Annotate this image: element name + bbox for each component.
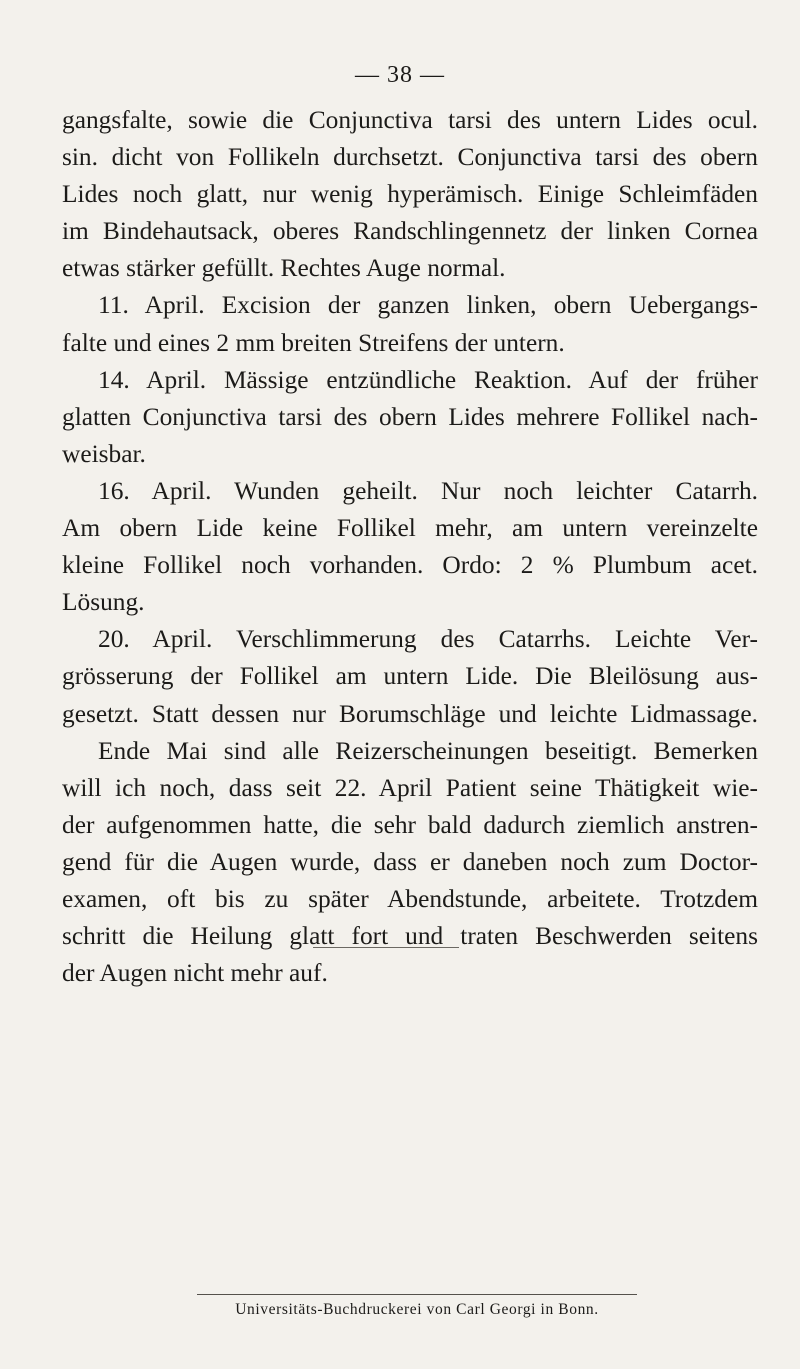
text-line: gangsfalte, sowie die Conjunctiva tarsi des untern Lides ocul. [62,106,758,134]
text-line: falte und eines 2 mm breiten Streifens der untern. [62,328,565,357]
text-line: 14. April. Mässige entzündliche Reaktion. Auf der früher [98,365,758,394]
text-line: glatten Conjunctiva tarsi des obern Lides mehrere Follikel nach- [62,402,758,431]
text-line: examen, oft bis zu später Abendstunde, arbeitete. Trotzdem [62,884,758,913]
text-line: schritt die Heilung glatt fort und traten Beschwerden seitens [62,922,758,951]
end-rule [313,947,459,948]
text-line: Ende Mai sind alle Reizerscheinungen beseitigt. Bemerken [98,736,758,765]
text-line: gesetzt. Statt dessen nur Borumschläge und leichte Lidmassage. [62,699,758,728]
text-line: gend für die Augen wurde, dass er daneben noch zum Doctor- [62,847,758,876]
text-line: Am obern Lide keine Follikel mehr, am untern vereinzelte [62,514,758,543]
footer-rule [197,1294,637,1295]
text-line: grösserung der Follikel am untern Lide. Die Bleilösung aus- [62,662,758,691]
text-line: 16. April. Wunden geheilt. Nur noch leichter Catarrh. [98,476,758,505]
text-line: sin. dicht von Follikeln durchsetzt. Conjunctiva tarsi des obern [62,143,758,172]
text-line: der aufgenommen hatte, die sehr bald dadurch ziemlich anstren- [62,810,758,839]
text-line: 11. April. Excision der ganzen linken, obern Uebergangs- [98,291,758,320]
text-line: etwas stärker gefüllt. Rechtes Auge normal. [62,254,506,283]
text-line: der Augen nicht mehr auf. [62,959,328,988]
text-line: 20. April. Verschlimmerung des Catarrhs. Leichte Ver- [98,625,758,654]
text-line: Lides noch glatt, nur wenig hyperämisch. Einige Schleimfäden [62,180,758,209]
text-line: will ich noch, dass seit 22. April Patient seine Thätigkeit wie- [62,773,758,802]
text-line: im Bindehautsack, oberes Randschlingennetz der linken Cornea [62,217,758,246]
text-line: kleine Follikel noch vorhanden. Ordo: 2 % Plumbum acet. [62,551,758,580]
body-text [62,102,758,992]
printer-imprint: Universitäts-Buchdruckerei von Carl Georgi in Bonn. [235,1301,599,1318]
text-line: weisbar. [62,439,146,468]
page-number: — 38 — [355,62,445,88]
text-line: Lösung. [62,588,145,617]
